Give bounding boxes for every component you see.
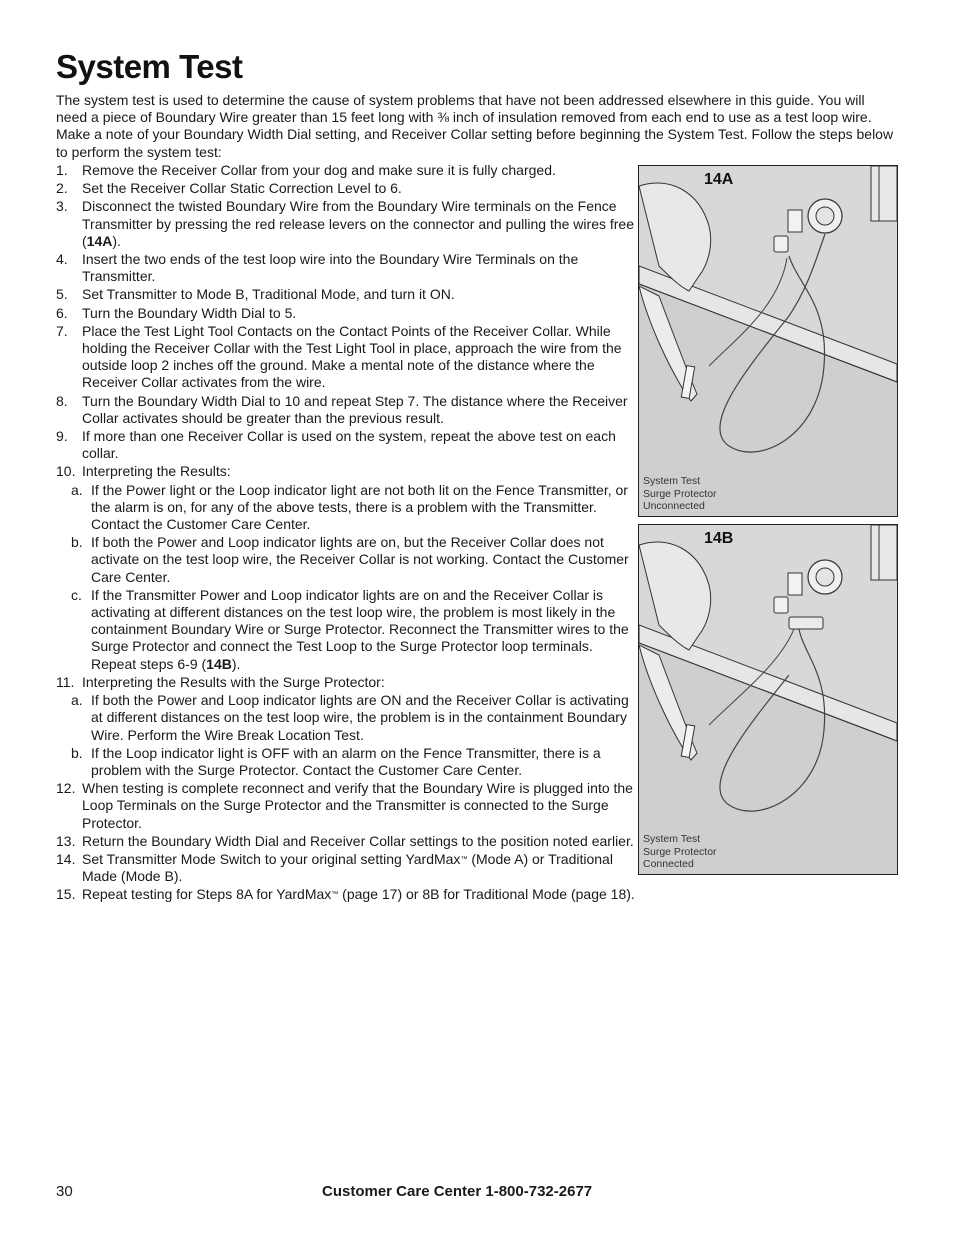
step-number: 4. xyxy=(56,251,68,268)
step-text: Turn the Boundary Width Dial to 10 and repeat Step 7. The distance where the Receiver Collar activates should be greater than the previous result. xyxy=(82,392,628,426)
step-text: Return the Boundary Width Dial and Receiver Collar settings to the position noted earlier. xyxy=(82,832,634,849)
step-item xyxy=(56,393,636,427)
step-text: Place the Test Light Tool Contacts on the Contact Points of the Receiver Collar. While holding the Receiver Collar with the Test Light Tool in place, approach the wire from the outside loop 2 inches off the ground. Make a mental note of the distance where the Receiver Collar activates from the wire. xyxy=(82,322,622,391)
step-item xyxy=(56,323,636,392)
step-text-after: ). xyxy=(231,655,241,672)
sub-step-item xyxy=(56,587,636,673)
step-number: 1. xyxy=(56,162,68,178)
step-text: Set Transmitter to Mode B, Traditional Mode, and turn it ON. xyxy=(82,286,455,303)
step-text: If more than one Receiver Collar is used on the system, repeat the above test on each collar. xyxy=(82,428,616,462)
step-text: Repeat testing for Steps 8A for YardMax xyxy=(82,886,332,903)
sub-step-item xyxy=(56,534,636,586)
step-number: 10. xyxy=(56,463,76,480)
step-text: If both the Power and Loop indicator lights are ON and the Receiver Collar is activating at different distances on the test loop wire, the problem is in the containment Boundary Wire. Perform the Wire Break Location Test. xyxy=(91,692,629,743)
figure-reference: 14A xyxy=(86,232,113,249)
steps-list xyxy=(56,162,636,905)
step-item xyxy=(56,428,636,462)
step-item xyxy=(56,180,636,197)
step-item xyxy=(56,251,636,285)
caption-line: Unconnected xyxy=(643,499,705,512)
step-item xyxy=(56,198,636,250)
caption-line: System Test xyxy=(643,833,700,846)
footer-contact: Customer Care Center 1-800-732-2677 xyxy=(322,1183,593,1200)
caption-line: Connected xyxy=(643,857,694,870)
step-text: Interpreting the Results: xyxy=(82,463,231,480)
step-text: Set Transmitter Mode Switch to your original setting YardMax xyxy=(82,850,461,867)
step-text: Set the Receiver Collar Static Correction Level to 6. xyxy=(82,180,402,197)
figure-14b xyxy=(638,524,898,875)
intro-paragraph: The system test is used to determine the cause of system problems that have not been addressed elsewhere in this guide. You will need a piece of Boundary Wire greater than 15 feet long with ⅜ inch of insulation removed from each end to use as a test loop wire. Make a note of your Boundary Width Dial setting, and Receiver Collar setting before beginning the System Test. Follow the steps below to perform the system test: xyxy=(56,92,894,160)
sub-step-item xyxy=(56,745,636,779)
caption-line: Surge Protector xyxy=(643,845,717,858)
step-text-after: (page 17) or 8B for Traditional Mode (page 18). xyxy=(338,886,635,903)
figure-14a xyxy=(638,165,898,517)
figure-label: 14B xyxy=(704,530,734,547)
step-number: 11. xyxy=(56,673,75,690)
step-item xyxy=(56,674,636,691)
step-item xyxy=(56,851,636,885)
step-number: 2. xyxy=(56,180,68,197)
step-number: 7. xyxy=(56,322,68,339)
step-text: If the Loop indicator light is OFF with an alarm on the Fence Transmitter, there is a problem with the Surge Protector. Contact the Customer Care Center. xyxy=(91,744,601,778)
illustration-unconnected xyxy=(639,166,897,516)
step-number: 13. xyxy=(56,832,76,849)
step-item xyxy=(56,286,636,303)
sub-step-item xyxy=(56,482,636,534)
step-item xyxy=(56,833,636,850)
page-title: System Test xyxy=(56,48,243,85)
step-number: b. xyxy=(71,534,83,551)
step-number: c. xyxy=(71,586,82,603)
caption-line: Surge Protector xyxy=(643,487,717,500)
illustration-connected xyxy=(639,525,897,874)
step-text: Disconnect the twisted Boundary Wire from the Boundary Wire terminals on the Fence Transmitter by pressing the red release levers on the connector and pulling the wires free ( xyxy=(82,198,634,249)
figure-label: 14A xyxy=(704,171,734,188)
step-number: 3. xyxy=(56,198,68,215)
caption-line: System Test xyxy=(643,475,700,488)
trademark-mark: ™ xyxy=(331,891,339,899)
step-text: Insert the two ends of the test loop wire into the Boundary Wire Terminals on the Transmitter. xyxy=(82,251,579,285)
figure-caption xyxy=(643,475,717,512)
sub-step-item xyxy=(56,692,636,744)
step-item xyxy=(56,305,636,322)
step-text-after: ). xyxy=(112,232,121,249)
step-number: a. xyxy=(71,481,83,498)
page-number: 30 xyxy=(56,1183,73,1200)
step-text-after: (Mode A) or Traditional Made (Mode B). xyxy=(82,850,613,885)
step-number: 9. xyxy=(56,428,68,445)
step-number: 14. xyxy=(56,850,76,867)
step-item xyxy=(56,162,636,179)
step-number: a. xyxy=(71,692,83,709)
step-text: When testing is complete reconnect and verify that the Boundary Wire is plugged into the Loop Terminals on the Surge Protector and the Transmitter is connected to the Surge Protector. xyxy=(82,780,633,831)
step-item xyxy=(56,780,636,832)
step-number: b. xyxy=(71,744,83,761)
trademark-mark: ™ xyxy=(460,855,468,863)
step-item xyxy=(56,463,636,480)
step-number: 5. xyxy=(56,286,68,303)
step-text: Interpreting the Results with the Surge Protector: xyxy=(82,673,385,690)
step-number: 8. xyxy=(56,392,68,409)
step-number: 15. xyxy=(56,886,76,903)
step-text: If the Transmitter Power and Loop indicator lights are on and the Receiver Collar is activating at different distances on the test loop wire, the problem is most likely in the containment Boundary Wire or Surge Protector. Reconnect the Transmitter wires to the Surge Protector and connect the Test Loop to the Surge Protector loop terminals. Repeat steps 6-9 ( xyxy=(91,586,629,672)
figure-caption xyxy=(643,833,717,870)
step-text: Remove the Receiver Collar from your dog and make sure it is fully charged. xyxy=(82,162,556,178)
step-number: 6. xyxy=(56,304,68,321)
figure-reference: 14B xyxy=(206,655,232,672)
step-text: Turn the Boundary Width Dial to 5. xyxy=(82,304,297,321)
step-item xyxy=(56,886,636,903)
step-number: 12. xyxy=(56,780,76,797)
step-text: If both the Power and Loop indicator lights are on, but the Receiver Collar does not activate on the test loop wire, the Receiver Collar is not working. Contact the Customer Care Center. xyxy=(91,534,629,585)
step-text: If the Power light or the Loop indicator light are not both lit on the Fence Transmitter, or the alarm is on, for any of the above tests, there is a problem with the Transmitter. Contact the Customer Care Center. xyxy=(91,481,628,533)
